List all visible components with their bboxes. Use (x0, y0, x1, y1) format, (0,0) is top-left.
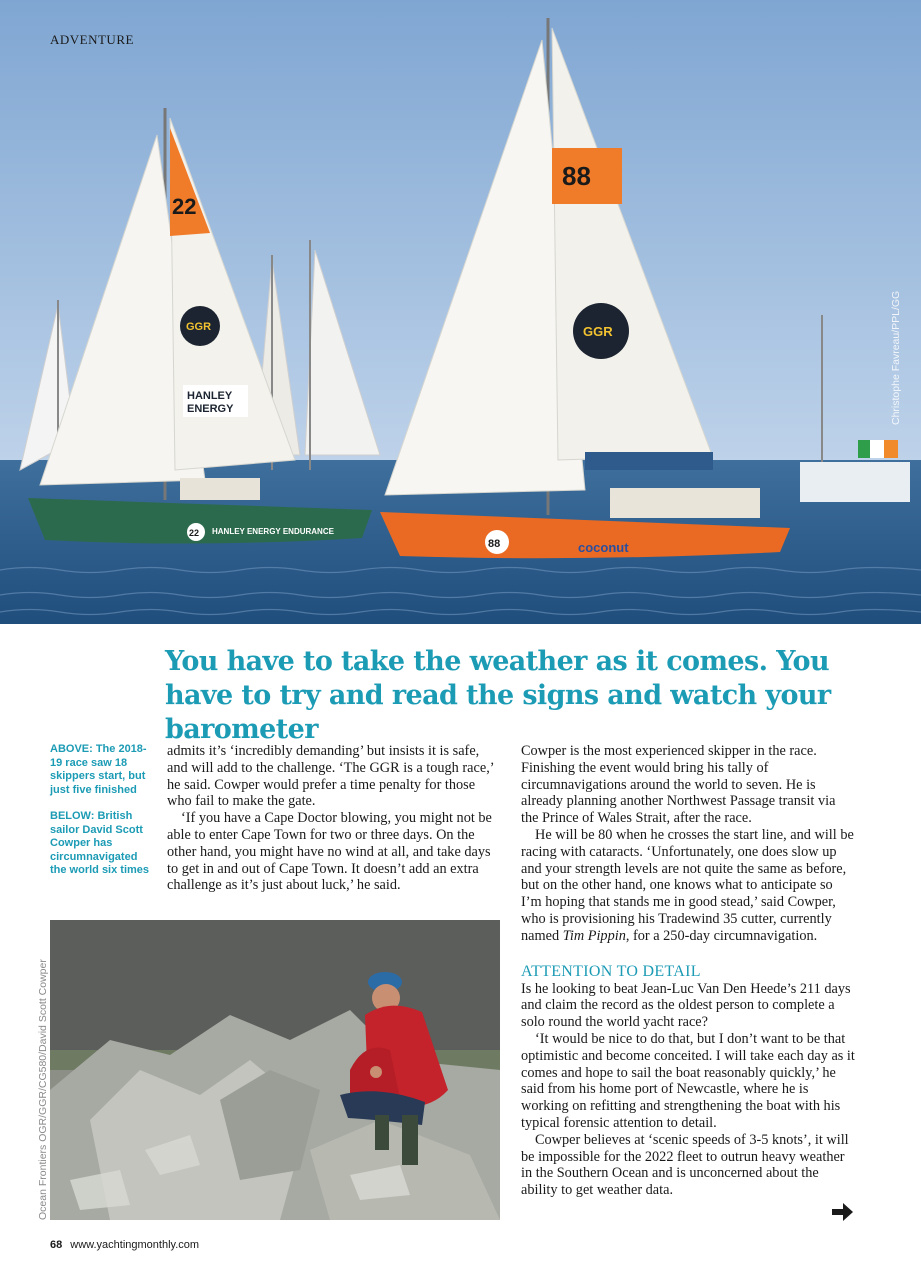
column2-paragraph-4: ‘It would be nice to do that, but I don’t want to be that optimistic and become conceited. I will take each day as it comes and hope to sail the boat reasonably quickly,’ he said from his home port of Newcastle, where he is working on refitting and strengthening the boat with his typical forensic attention to detail. (521, 1030, 855, 1131)
section-label: ADVENTURE (50, 32, 134, 47)
column2-paragraph-2 (521, 827, 855, 945)
page-number: 68 (50, 1239, 63, 1251)
cowper-photo-credit: Ocean Frontiers OGR/GGR/CG580/David Scott Cowper (37, 959, 49, 1220)
caption-below: BELOW: British sailor David Scott Cowper has circumnavigated the world six times (50, 810, 150, 876)
boat-22-sail-number: 22 (172, 194, 197, 219)
continue-arrow-icon (832, 1202, 854, 1222)
column2-paragraph-2-text: He will be 80 when he crosses the start line, and will be racing with cataracts. ‘Unfortunately, one does slow up and your strength levels are not quite the same as before, but on the other hand, one knows what to anticipate so I’m hoping that stands me in good stead,’ said Cowper, who is provisioning his Tradewind 35 cutter, currently named (521, 826, 854, 944)
column2-paragraph-3: Is he looking to beat Jean-Luc Van Den Heede’s 211 days and claim the record as the oldest person to complete a solo round the world yacht race? (521, 980, 851, 1031)
subheading: ATTENTION TO DETAIL (521, 962, 701, 980)
boat-22-logo: GGR (186, 321, 212, 333)
hero-photo (0, 0, 921, 624)
pull-quote: You have to take the weather as it comes. You have to try and read the signs and watch your barometer (165, 646, 831, 745)
footer-url: www.yachtingmonthly.com (70, 1239, 200, 1251)
boat-22-banner-line1: HANLEY (187, 390, 233, 402)
caption-above: ABOVE: The 2018-19 race saw 18 skippers start, but just five finished (50, 743, 147, 796)
boat-name: Tim Pippin (562, 927, 626, 944)
column2-paragraph-5: Cowper believes at ‘scenic speeds of 3-5 knots’, it will be impossible for the 2022 fleet to outrun heavy weather in the Southern Ocean and is unconcerned about the ability to get weather data. (521, 1131, 849, 1199)
column1-paragraph-2: ‘If you have a Cape Doctor blowing, you might not be able to enter Cape Town for two or three days. On the other hand, you might have no wind at all, and take days to get in and out of Cape Town. It doesn’t add an extra challenge as it’s just about luck,’ he said. (167, 810, 492, 894)
boat-88-sail-number: 88 (562, 161, 591, 191)
boat-22-hull-name: HANLEY ENERGY ENDURANCE (212, 527, 334, 536)
column2-paragraph-2-end: , for a 250-day circumnavigation. (625, 927, 818, 944)
boat-22-banner-line2: ENERGY (187, 403, 234, 415)
boat-88-hull-name: coconut (578, 540, 629, 555)
hero-photo-credit: Christophe Favreau/PPL/GG (890, 290, 902, 425)
cowper-photo-illustration (50, 920, 500, 1220)
photo-captions (50, 743, 150, 891)
column1-paragraph-1: admits it’s ‘incredibly demanding’ but insists it is safe, and will add to the challenge. ‘The GGR is a tough race,’ he said. Cowper would prefer a time penalty for those who fail to make the gate. (167, 743, 494, 810)
svg-text:22: 22 (189, 528, 200, 538)
column2-paragraph-1: Cowper is the most experienced skipper in the race. Finishing the event would bring his tally of circumnavigations around the world to seven. He is already planning another Northwest Passage transit via the Prince of Wales Strait, after the race. (521, 743, 836, 827)
body-column-1 (167, 743, 499, 894)
svg-text:88: 88 (488, 538, 501, 550)
cowper-photo (50, 920, 500, 1220)
body-column-2 (521, 743, 855, 1199)
hero-photo-illustration (0, 0, 921, 624)
boat-88-logo: GGR (583, 324, 613, 339)
page-footer (50, 1239, 199, 1251)
